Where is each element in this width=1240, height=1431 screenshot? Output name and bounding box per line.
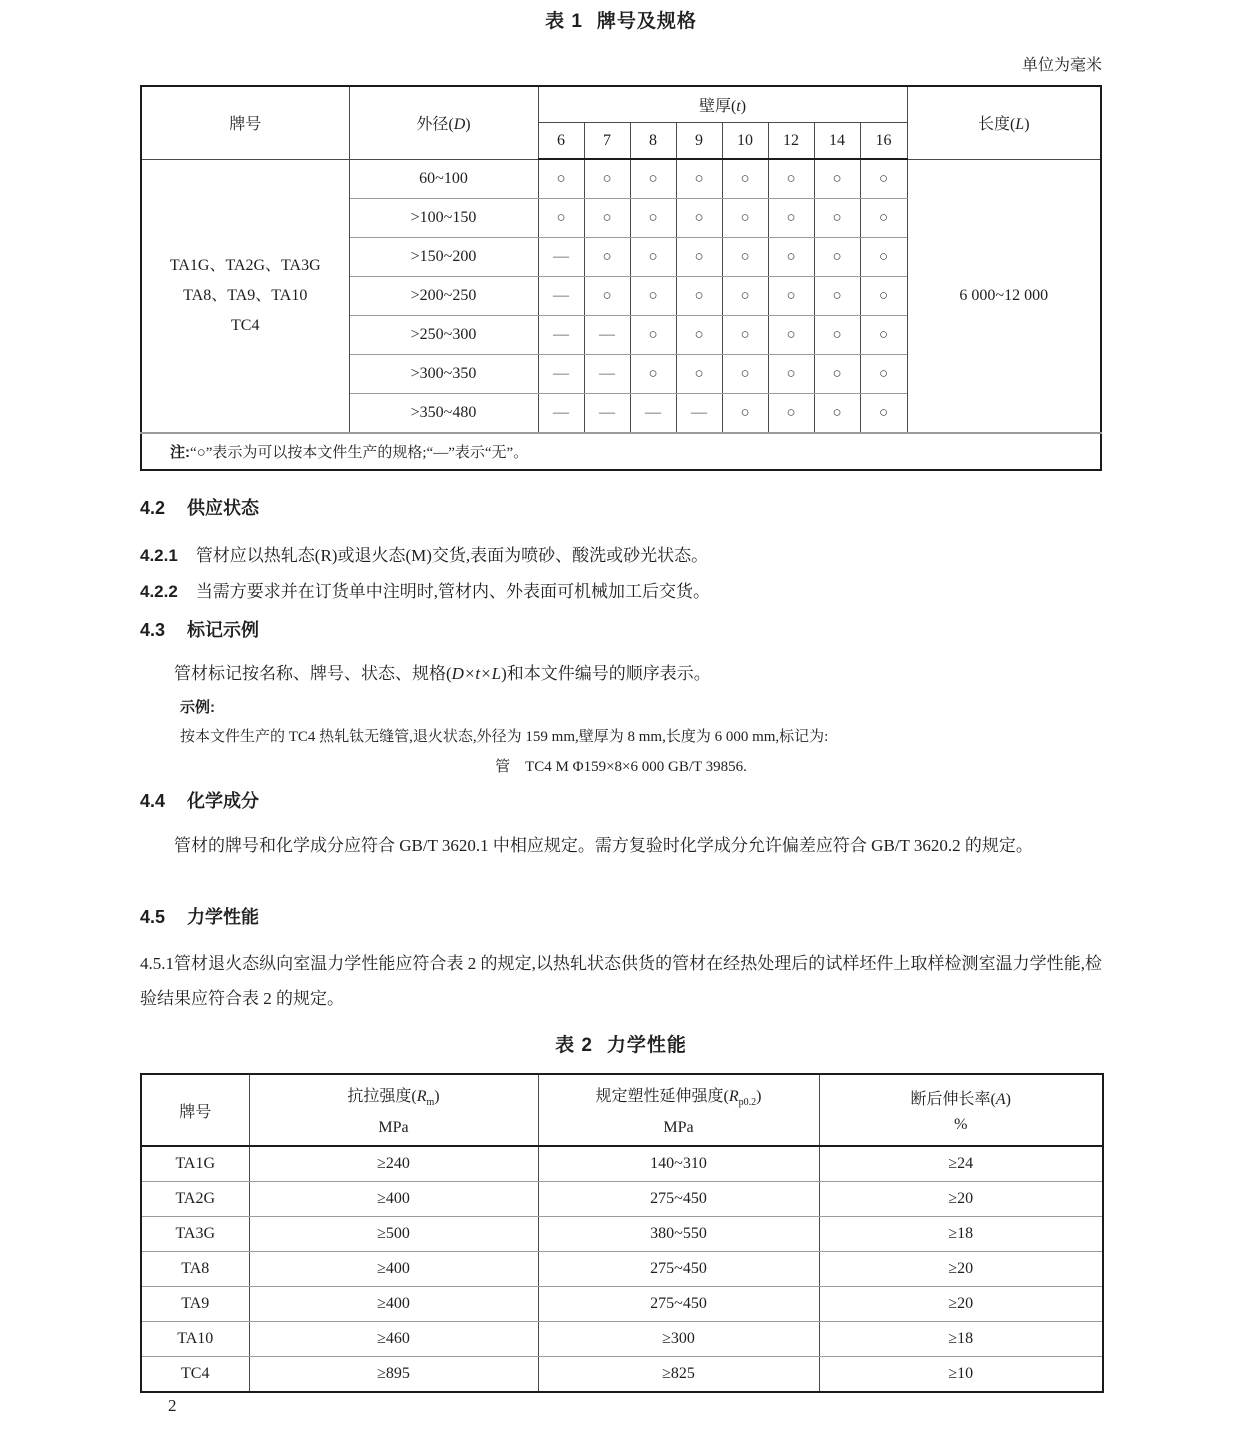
tensile-cell: ≥895 <box>249 1357 538 1393</box>
section-title: 标记示例 <box>187 620 260 640</box>
tensile-cell: ≥400 <box>249 1252 538 1287</box>
spec-mark: ○ <box>768 277 814 316</box>
spec-mark: ○ <box>860 394 907 434</box>
yield-cell: ≥300 <box>538 1322 819 1357</box>
spec-mark: ○ <box>676 355 722 394</box>
spec-mark: ○ <box>538 199 584 238</box>
col-header-length <box>907 86 1101 159</box>
clause-number: 4.2.2 <box>140 582 178 601</box>
table1-title-label: 表 1 <box>545 11 583 32</box>
spec-mark: ○ <box>768 394 814 434</box>
spec-mark: ○ <box>768 199 814 238</box>
col-header-grade: 牌号 <box>141 1074 249 1146</box>
spec-mark: — <box>676 394 722 434</box>
spec-mark: — <box>538 316 584 355</box>
table-row <box>141 1182 1103 1217</box>
spec-mark: ○ <box>722 355 768 394</box>
note-label: 注: <box>170 444 190 461</box>
col-header-outer-diameter <box>349 86 538 159</box>
tensile-cell: ≥500 <box>249 1217 538 1252</box>
page-number: 2 <box>168 1396 177 1415</box>
spec-mark: ○ <box>676 238 722 277</box>
elongation-cell: ≥20 <box>819 1287 1103 1322</box>
spec-mark: ○ <box>814 199 860 238</box>
yield-unit: MPa <box>663 1119 694 1137</box>
spec-mark: ○ <box>860 277 907 316</box>
thickness-col-header: 9 <box>676 123 722 160</box>
section-heading-4-5 <box>140 903 1102 929</box>
diameter-cell: >300~350 <box>349 355 538 394</box>
spec-mark: ○ <box>722 277 768 316</box>
spec-mark: ○ <box>584 199 630 238</box>
section-number: 4.3 <box>140 620 166 640</box>
section-title: 供应状态 <box>187 498 260 518</box>
section-heading-4-2 <box>140 494 1102 520</box>
spec-mark: ○ <box>630 316 676 355</box>
spec-mark: ○ <box>814 159 860 199</box>
spec-mark: ○ <box>814 355 860 394</box>
spec-mark: ○ <box>676 159 722 199</box>
table-row <box>141 1252 1103 1287</box>
spec-mark: ○ <box>768 316 814 355</box>
spec-mark: ○ <box>584 159 630 199</box>
spec-mark: ○ <box>676 277 722 316</box>
tensile-cell: ≥400 <box>249 1182 538 1217</box>
length-label-post: ) <box>1024 116 1030 134</box>
elongation-cell: ≥18 <box>819 1217 1103 1252</box>
table2-header-row <box>141 1074 1103 1146</box>
spec-mark: ○ <box>722 199 768 238</box>
spec-mark: ○ <box>630 199 676 238</box>
example-label: 示例: <box>180 699 215 716</box>
spec-mark: ○ <box>814 277 860 316</box>
spec-mark: ○ <box>768 355 814 394</box>
elongation-cell: ≥18 <box>819 1322 1103 1357</box>
spec-mark: ○ <box>860 199 907 238</box>
table2-title <box>140 1030 1102 1057</box>
spec-mark: ○ <box>814 394 860 434</box>
tensile-cell: ≥400 <box>249 1287 538 1322</box>
spec-mark: ○ <box>676 316 722 355</box>
grade-cell: TA3G <box>141 1217 249 1252</box>
section-title: 化学成分 <box>187 791 260 811</box>
table-1-specs <box>140 85 1102 471</box>
elongation-unit: % <box>954 1116 968 1133</box>
spec-formula: D×t×L <box>451 664 502 683</box>
spec-mark: ○ <box>538 159 584 199</box>
length-cell: 6 000~12 000 <box>907 159 1101 433</box>
grade-line: TC4 <box>231 316 260 334</box>
spec-mark: — <box>630 394 676 434</box>
section-number: 4.5 <box>140 907 166 927</box>
length-symbol: L <box>1015 116 1025 134</box>
yield-subscript: p0.2 <box>738 1097 757 1109</box>
clause-text: 管材退火态纵向室温力学性能应符合表 2 的规定,以热轧状态供货的管材在经热处理后的试样坯件上取样检测室温力学性能,检验结果应符合表 2 的规定。 <box>140 954 1102 1008</box>
yield-cell: 275~450 <box>538 1252 819 1287</box>
grade-cell: TA1G <box>141 1146 249 1182</box>
spec-mark: ○ <box>630 159 676 199</box>
grade-line: TA1G、TA2G、TA3G <box>169 256 321 274</box>
paragraph-text: )和本文件编号的顺序表示。 <box>501 664 711 683</box>
thickness-col-header: 12 <box>768 123 814 160</box>
clause-4-2-1 <box>140 538 1102 573</box>
wall-label-post: ) <box>740 98 747 115</box>
wall-symbol: t <box>736 98 741 115</box>
spec-mark: — <box>584 316 630 355</box>
spec-mark: ○ <box>584 238 630 277</box>
col-header-elongation <box>819 1074 1103 1146</box>
thickness-col-header: 16 <box>860 123 907 160</box>
od-label-post: ) <box>465 116 471 134</box>
thickness-col-header: 14 <box>814 123 860 160</box>
spec-mark: — <box>538 355 584 394</box>
spec-mark: ○ <box>722 238 768 277</box>
clause-number: 4.2.1 <box>140 546 178 565</box>
spec-mark: — <box>538 277 584 316</box>
elongation-cell: ≥20 <box>819 1182 1103 1217</box>
example-line-2: 管 TC4 M Φ159×8×6 000 GB/T 39856. <box>495 759 747 775</box>
grade-cell: TC4 <box>141 1357 249 1393</box>
tensile-symbol: R <box>416 1087 427 1105</box>
table1-note-cell <box>141 433 1101 470</box>
spec-mark: ○ <box>768 238 814 277</box>
section-heading-4-4 <box>140 787 1102 813</box>
spec-mark: ○ <box>722 316 768 355</box>
tensile-unit: MPa <box>378 1119 409 1137</box>
section-number: 4.4 <box>140 791 166 811</box>
diameter-cell: >150~200 <box>349 238 538 277</box>
table-row <box>141 1322 1103 1357</box>
spec-mark: ○ <box>722 159 768 199</box>
col-header-wall-thickness <box>538 86 907 123</box>
table2-title-text: 力学性能 <box>606 1035 687 1056</box>
clause-4-2-2 <box>140 574 1102 609</box>
diameter-cell: >100~150 <box>349 199 538 238</box>
elongation-cell: ≥10 <box>819 1357 1103 1393</box>
table1-header-row1 <box>141 86 1101 123</box>
grade-cell: TA2G <box>141 1182 249 1217</box>
spec-mark: ○ <box>860 316 907 355</box>
od-label-pre: 外径( <box>416 116 454 134</box>
grade-line: TA8、TA9、TA10 <box>183 286 308 304</box>
thickness-col-header: 6 <box>538 123 584 160</box>
paragraph-4-3 <box>140 656 1102 691</box>
grade-cell: TA8 <box>141 1252 249 1287</box>
clause-text: 管材应以热轧态(R)或退火态(M)交货,表面为喷砂、酸洗或砂光状态。 <box>195 546 709 565</box>
grade-cell <box>141 159 349 433</box>
spec-mark: ○ <box>630 238 676 277</box>
note-text: “○”表示为可以按本文件生产的规格;“—”表示“无”。 <box>190 445 529 461</box>
table1-title <box>140 6 1102 33</box>
spec-mark: — <box>538 394 584 434</box>
clause-4-5-1 <box>140 946 1102 1016</box>
yield-label: 规定塑性延伸强度( <box>595 1087 729 1105</box>
table1-note-row <box>141 433 1101 470</box>
tensile-cell: ≥240 <box>249 1146 538 1182</box>
section-heading-4-3 <box>140 616 1102 642</box>
table-row <box>141 159 1101 199</box>
table-2-mechanical <box>140 1073 1104 1393</box>
yield-cell: 275~450 <box>538 1182 819 1217</box>
thickness-col-header: 10 <box>722 123 768 160</box>
paragraph-text: 管材标记按名称、牌号、状态、规格( <box>174 664 452 683</box>
spec-mark: ○ <box>814 238 860 277</box>
clause-number: 4.5.1 <box>140 954 174 973</box>
tensile-cell: ≥460 <box>249 1322 538 1357</box>
paragraph-4-4: 管材的牌号和化学成分应符合 GB/T 3620.1 中相应规定。需方复验时化学成分允许偏差应符合 GB/T 3620.2 的规定。 <box>174 836 1033 855</box>
col-header-grade: 牌号 <box>141 86 349 159</box>
yield-cell: ≥825 <box>538 1357 819 1393</box>
spec-mark: — <box>584 355 630 394</box>
tensile-subscript: m <box>426 1097 435 1109</box>
section-title: 力学性能 <box>187 907 260 927</box>
length-label-pre: 长度( <box>977 116 1016 134</box>
spec-mark: ○ <box>860 238 907 277</box>
yield-cell: 275~450 <box>538 1287 819 1322</box>
example-line-1: 按本文件生产的 TC4 热轧钛无缝管,退火状态,外径为 159 mm,壁厚为 8 mm,长度为 6 000 mm,标记为: <box>180 729 829 745</box>
tensile-label: 抗拉强度( <box>347 1087 417 1105</box>
section-number: 4.2 <box>140 498 166 518</box>
table2-title-label: 表 2 <box>555 1035 593 1056</box>
table-row <box>141 1217 1103 1252</box>
spec-mark: ○ <box>814 316 860 355</box>
spec-mark: ○ <box>630 277 676 316</box>
elongation-symbol: A <box>995 1091 1006 1108</box>
spec-mark: ○ <box>768 159 814 199</box>
elongation-label-post: ) <box>1005 1091 1011 1108</box>
grade-cell: TA9 <box>141 1287 249 1322</box>
diameter-cell: 60~100 <box>349 159 538 199</box>
spec-mark: ○ <box>722 394 768 434</box>
spec-mark: ○ <box>584 277 630 316</box>
spec-mark: ○ <box>860 355 907 394</box>
clause-text: 当需方要求并在订货单中注明时,管材内、外表面可机械加工后交货。 <box>195 582 711 601</box>
spec-mark: ○ <box>676 199 722 238</box>
table-row <box>141 1357 1103 1393</box>
diameter-cell: >250~300 <box>349 316 538 355</box>
yield-label-post: ) <box>756 1087 762 1105</box>
diameter-cell: >200~250 <box>349 277 538 316</box>
wall-label-pre: 壁厚( <box>698 98 737 115</box>
elongation-cell: ≥24 <box>819 1146 1103 1182</box>
thickness-col-header: 7 <box>584 123 630 160</box>
yield-cell: 140~310 <box>538 1146 819 1182</box>
tensile-label-post: ) <box>434 1087 440 1105</box>
od-symbol: D <box>453 116 466 134</box>
table1-title-text: 牌号及规格 <box>596 11 697 32</box>
yield-symbol: R <box>728 1087 739 1105</box>
table-row <box>141 1287 1103 1322</box>
elongation-label: 断后伸长率( <box>910 1091 996 1108</box>
col-header-yield <box>538 1074 819 1146</box>
spec-mark: ○ <box>630 355 676 394</box>
elongation-cell: ≥20 <box>819 1252 1103 1287</box>
spec-mark: ○ <box>860 159 907 199</box>
unit-note: 单位为毫米 <box>1021 57 1102 74</box>
grade-cell: TA10 <box>141 1322 249 1357</box>
col-header-tensile <box>249 1074 538 1146</box>
yield-cell: 380~550 <box>538 1217 819 1252</box>
table-row <box>141 1146 1103 1182</box>
diameter-cell: >350~480 <box>349 394 538 434</box>
spec-mark: — <box>584 394 630 434</box>
spec-mark: — <box>538 238 584 277</box>
thickness-col-header: 8 <box>630 123 676 160</box>
